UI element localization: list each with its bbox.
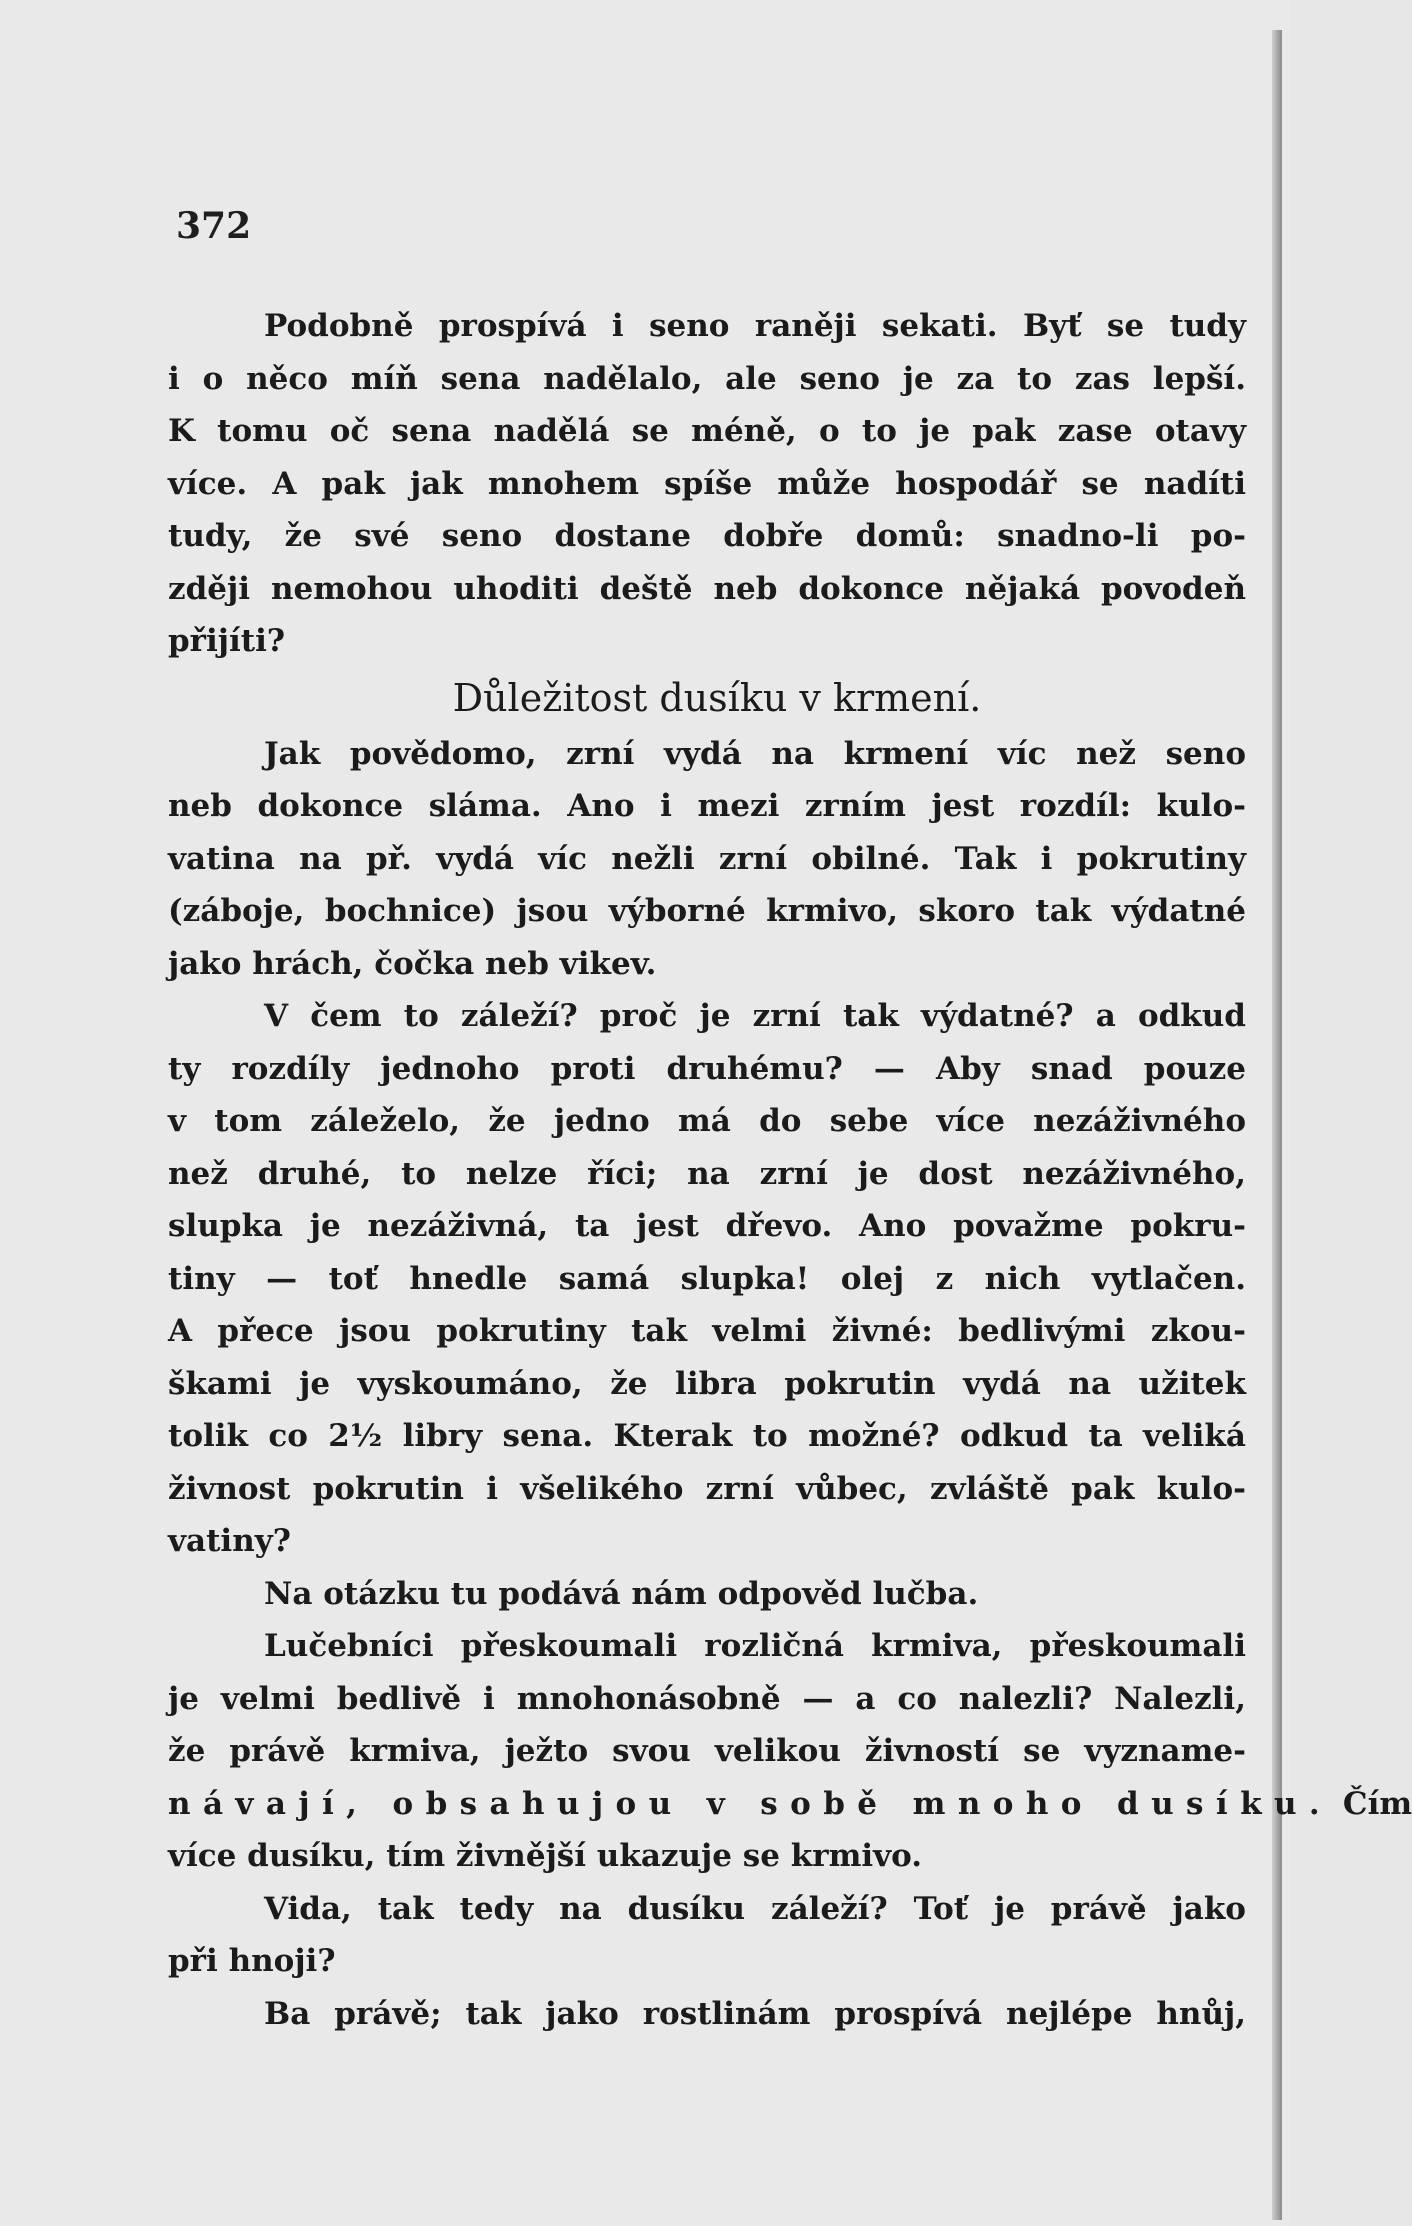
text-fragment: Čím bbox=[1332, 1785, 1412, 1822]
text-line: tiny — toť hnedle samá slupka! olej z nich vytlačen. bbox=[168, 1260, 1246, 1297]
text-line: Jak povědomo, zrní vydá na krmení víc než seno bbox=[264, 735, 1246, 772]
text-line: více. A pak jak mnohem spíše může hospodář se nadíti bbox=[168, 465, 1246, 502]
text-line: škami je vyskoumáno, že libra pokrutin vydá na užitek bbox=[168, 1365, 1246, 1402]
text-line: V čem to záleží? proč je zrní tak výdatné? a odkud bbox=[264, 998, 1246, 1034]
section-heading: Důležitost dusíku v krmení. bbox=[452, 675, 982, 720]
text-line bbox=[168, 1778, 1412, 1831]
text-line: Na otázku tu podává nám odpověd lučba. bbox=[264, 1575, 979, 1612]
text-line: než druhé, to nelze říci; na zrní je dost nezáživného, bbox=[168, 1155, 1246, 1192]
text-line: Lučebníci přeskoumali rozličná krmiva, přeskoumali bbox=[264, 1628, 1246, 1664]
text-line: v tom záleželo, že jedno má do sebe více nezáživného bbox=[168, 1103, 1246, 1139]
text-line: více dusíku, tím živnější ukazuje se krmivo. bbox=[168, 1838, 923, 1874]
text-line: K tomu oč sena nadělá se méně, o to je pak zase otavy bbox=[168, 413, 1246, 449]
emphasized-text: návají, obsahujou v sobě mnoho dusíku. bbox=[168, 1785, 1333, 1822]
text-line: přijíti? bbox=[168, 623, 286, 659]
text-line: i o něco míň sena nadělalo, ale seno je za to zas lepší. bbox=[168, 360, 1246, 397]
page-text bbox=[168, 300, 1412, 2040]
text-line: živnost pokrutin i všelikého zrní vůbec, zvláště pak kulo- bbox=[168, 1470, 1246, 1507]
text-line: Podobně prospívá i seno raněji sekati. Byť se tudy bbox=[264, 308, 1246, 344]
text-line: Ba právě; tak jako rostlinám prospívá nejlépe hnůj, bbox=[264, 1995, 1246, 2032]
text-line: slupka je nezáživná, ta jest dřevo. Ano považme pokru- bbox=[168, 1208, 1246, 1244]
text-line: A přece jsou pokrutiny tak velmi živné: bedlivými zkou- bbox=[168, 1313, 1246, 1349]
text-line: jako hrách, čočka neb vikev. bbox=[168, 945, 657, 982]
text-line: je velmi bedlivě i mnohonásobně — a co nalezli? Nalezli, bbox=[168, 1680, 1246, 1717]
page-number: 372 bbox=[176, 205, 252, 247]
text-line: (záboje, bochnice) jsou výborné krmivo, skoro tak výdatné bbox=[168, 893, 1246, 929]
text-line: při hnoji? bbox=[168, 1943, 336, 1979]
text-line: tudy, že své seno dostane dobře domů: snadno-li po- bbox=[168, 518, 1246, 554]
text-line: vatina na př. vydá víc nežli zrní obilné. Tak i pokrutiny bbox=[168, 840, 1246, 877]
text-line: že právě krmiva, ježto svou velikou živností se vyzname- bbox=[168, 1733, 1246, 1769]
text-line: vatiny? bbox=[168, 1523, 291, 1559]
text-line: ty rozdíly jednoho proti druhému? — Aby snad pouze bbox=[168, 1050, 1246, 1087]
page-edge-shadow bbox=[1272, 30, 1282, 2220]
text-line: tolik co 2½ libry sena. Kterak to možné? odkud ta veliká bbox=[168, 1418, 1246, 1454]
text-line: Vida, tak tedy na dusíku záleží? Toť je právě jako bbox=[264, 1890, 1246, 1927]
text-line: neb dokonce sláma. Ano i mezi zrním jest rozdíl: kulo- bbox=[168, 788, 1246, 824]
text-line: zději nemohou uhoditi deště neb dokonce nějaká povodeň bbox=[168, 570, 1246, 607]
